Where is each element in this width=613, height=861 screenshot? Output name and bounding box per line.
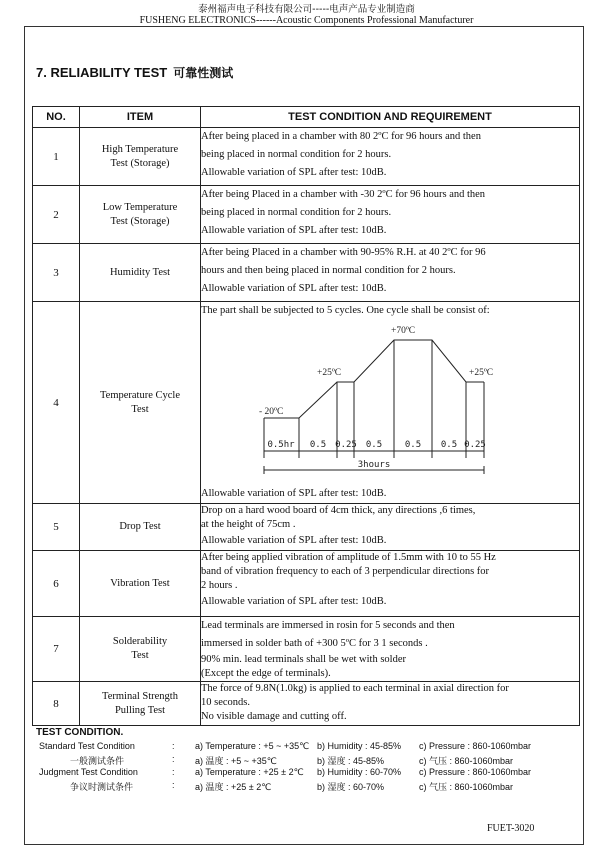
temperature-value: a) 温度 : +25 ± 2℃ <box>195 782 272 792</box>
item-line: Test (Storage) <box>110 157 170 169</box>
row-number: 8 <box>33 682 80 726</box>
item-line: Test <box>131 403 149 415</box>
temp-label-low: - 20ºC <box>259 407 284 417</box>
segment-label: 0.5 <box>365 440 383 450</box>
item-line: Test <box>131 650 149 661</box>
pressure-value: c) Pressure : 860-1060mbar <box>419 741 532 751</box>
condition-label: 一般测试条件 <box>70 757 125 767</box>
condition-row <box>36 767 581 780</box>
test-item <box>80 244 201 302</box>
condition-line: The force of 9.8N(1.0kg) is applied to each terminal in axial direction for <box>201 683 509 694</box>
temperature-profile-line <box>264 340 484 418</box>
condition-line: hours and then being placed in normal condition for 2 hours. <box>201 265 456 276</box>
condition-line: band of vibration frequency to each of 3 perpendicular directions for <box>201 566 490 577</box>
row-number: 4 <box>33 302 80 504</box>
condition-line: After being Placed in a chamber with 90-95% R.H. at 40 2ºC for 96 <box>201 247 486 258</box>
table-header-row <box>33 107 580 128</box>
segment-label: 0.25 <box>464 440 486 450</box>
pressure-value: c) 气压 : 860-1060mbar <box>419 782 514 792</box>
item-line: Test (Storage) <box>110 215 170 227</box>
condition-line: Drop on a hard wood board of 4cm thick, any directions ,6 times, <box>201 505 476 516</box>
temp-label-mid-left: +25ºC <box>317 368 342 378</box>
row-number: 1 <box>33 128 80 186</box>
condition-line: 2 hours . <box>201 580 238 591</box>
condition-line: After being Placed in a chamber with -30 2ºC for 96 hours and then <box>201 189 486 200</box>
condition-line: Allowable variation of SPL after test: 10dB. <box>201 167 387 178</box>
test-item <box>80 617 201 682</box>
condition-line: (Except the edge of terminals). <box>201 668 331 679</box>
table-row <box>33 551 580 617</box>
condition-row <box>36 780 581 793</box>
table-row <box>33 186 580 244</box>
condition-row <box>36 754 581 767</box>
test-condition-section <box>36 727 581 793</box>
segment-label: 0.5 <box>440 440 458 450</box>
condition-line: Allowable variation of SPL after test: 10dB. <box>201 283 387 294</box>
segment-label: 0.25 <box>335 440 357 450</box>
temp-label-mid-right: +25ºC <box>469 368 494 378</box>
pressure-value: c) 气压 : 860-1060mbar <box>419 756 514 766</box>
header-condition: TEST CONDITION AND REQUIREMENT <box>201 107 580 128</box>
row-number: 3 <box>33 244 80 302</box>
condition-line: No visible damage and cutting off. <box>201 711 347 722</box>
table-row <box>33 682 580 726</box>
condition-line: being placed in normal condition for 2 hours. <box>201 207 392 218</box>
pressure-value: c) Pressure : 860-1060mbar <box>419 767 532 777</box>
item-line: Vibration Test <box>110 577 170 589</box>
humidity-value: b) Humidity : 60-70% <box>317 767 402 777</box>
test-condition <box>201 244 580 302</box>
table-row <box>33 128 580 186</box>
test-condition <box>201 682 580 726</box>
condition-row <box>36 741 581 754</box>
test-condition <box>201 128 580 186</box>
test-item <box>80 186 201 244</box>
item-line: Temperature Cycle <box>99 389 181 401</box>
temperature-value: a) 温度 : +5 ~ +35℃ <box>195 756 277 766</box>
segment-label: 0.5hr <box>267 440 295 450</box>
table-row <box>33 302 580 504</box>
condition-label: Standard Test Condition <box>39 741 135 751</box>
row-number: 2 <box>33 186 80 244</box>
section-title-en: 7. RELIABILITY TEST <box>36 65 168 80</box>
test-item <box>80 302 201 504</box>
segment-label: 0.5 <box>309 440 327 450</box>
condition-line: Allowable variation of SPL after test: 10dB. <box>201 535 387 546</box>
condition-line: 10 seconds. <box>201 697 250 708</box>
condition-line: Allowable variation of SPL after test: 10dB. <box>201 596 387 607</box>
item-line: Low Temperature <box>102 201 178 213</box>
test-condition <box>201 617 580 682</box>
company-name-en: FUSHENG ELECTRONICS------Acoustic Components Professional Manufacturer <box>139 15 474 26</box>
condition-line: Lead terminals are immersed in rosin for 5 seconds and then <box>201 620 455 631</box>
temperature-value: a) Temperature : +5 ~ +35℃ <box>195 741 310 751</box>
item-line: High Temperature <box>101 143 179 155</box>
condition-line: Allowable variation of SPL after test: 10dB. <box>201 488 387 499</box>
condition-line: immersed in solder bath of +300 5ºC for 3 1 seconds . <box>201 638 428 649</box>
condition-line: at the height of 75cm . <box>201 519 296 530</box>
test-condition <box>201 302 580 504</box>
header-no: NO. <box>33 107 80 128</box>
table-row <box>33 244 580 302</box>
item-line: Drop Test <box>119 521 161 532</box>
condition-colon: : <box>172 767 175 777</box>
temperature-cycle-diagram <box>201 320 579 485</box>
test-condition-title: TEST CONDITION. <box>36 727 124 738</box>
temperature-value: a) Temperature : +25 ± 2℃ <box>195 767 304 777</box>
document-code: FUET-3020 <box>487 823 535 834</box>
condition-colon: : <box>172 754 175 764</box>
condition-line: 90% min. lead terminals shall be wet with solder <box>201 654 406 665</box>
table-row <box>33 617 580 682</box>
total-time-label: 3hours <box>357 460 391 470</box>
company-name-cn: 泰州福声电子科技有限公司-----电声产品专业制造商 <box>198 4 415 15</box>
item-line: Pulling Test <box>114 704 166 716</box>
temperature-cycle-graph <box>201 320 571 485</box>
row-number: 6 <box>33 551 80 617</box>
humidity-value: b) 湿度 : 45-85% <box>317 756 385 766</box>
row-number: 5 <box>33 504 80 551</box>
header-item: ITEM <box>80 107 201 128</box>
test-condition <box>201 551 580 617</box>
row-number: 7 <box>33 617 80 682</box>
condition-colon: : <box>172 780 175 790</box>
condition-colon: : <box>172 741 175 751</box>
test-condition <box>201 186 580 244</box>
test-item <box>80 682 201 726</box>
section-title <box>36 64 233 81</box>
item-line: Humidity Test <box>109 266 171 278</box>
item-line: Terminal Strength <box>102 690 178 702</box>
item-line: Solderability <box>112 636 168 647</box>
temp-label-high: +70ºC <box>391 326 416 336</box>
humidity-value: b) 湿度 : 60-70% <box>317 782 385 792</box>
test-item <box>80 504 201 551</box>
test-item <box>80 128 201 186</box>
test-item <box>80 551 201 617</box>
condition-line: being placed in normal condition for 2 hours. <box>201 149 392 160</box>
segment-label: 0.5 <box>404 440 422 450</box>
reliability-test-table <box>32 106 580 726</box>
condition-line: The part shall be subjected to 5 cycles. One cycle shall be consist of: <box>201 305 490 316</box>
condition-line: After being applied vibration of amplitude of 1.5mm with 10 to 55 Hz <box>201 552 496 563</box>
condition-label: Judgment Test Condition <box>39 767 138 777</box>
section-title-cn: 可靠性测试 <box>173 66 234 80</box>
condition-line: Allowable variation of SPL after test: 10dB. <box>201 225 387 236</box>
test-condition <box>201 504 580 551</box>
condition-line: After being placed in a chamber with 80 2ºC for 96 hours and then <box>201 131 481 142</box>
table-row <box>33 504 580 551</box>
condition-label: 争议时测试条件 <box>70 783 134 793</box>
humidity-value: b) Humidity : 45-85% <box>317 741 402 751</box>
